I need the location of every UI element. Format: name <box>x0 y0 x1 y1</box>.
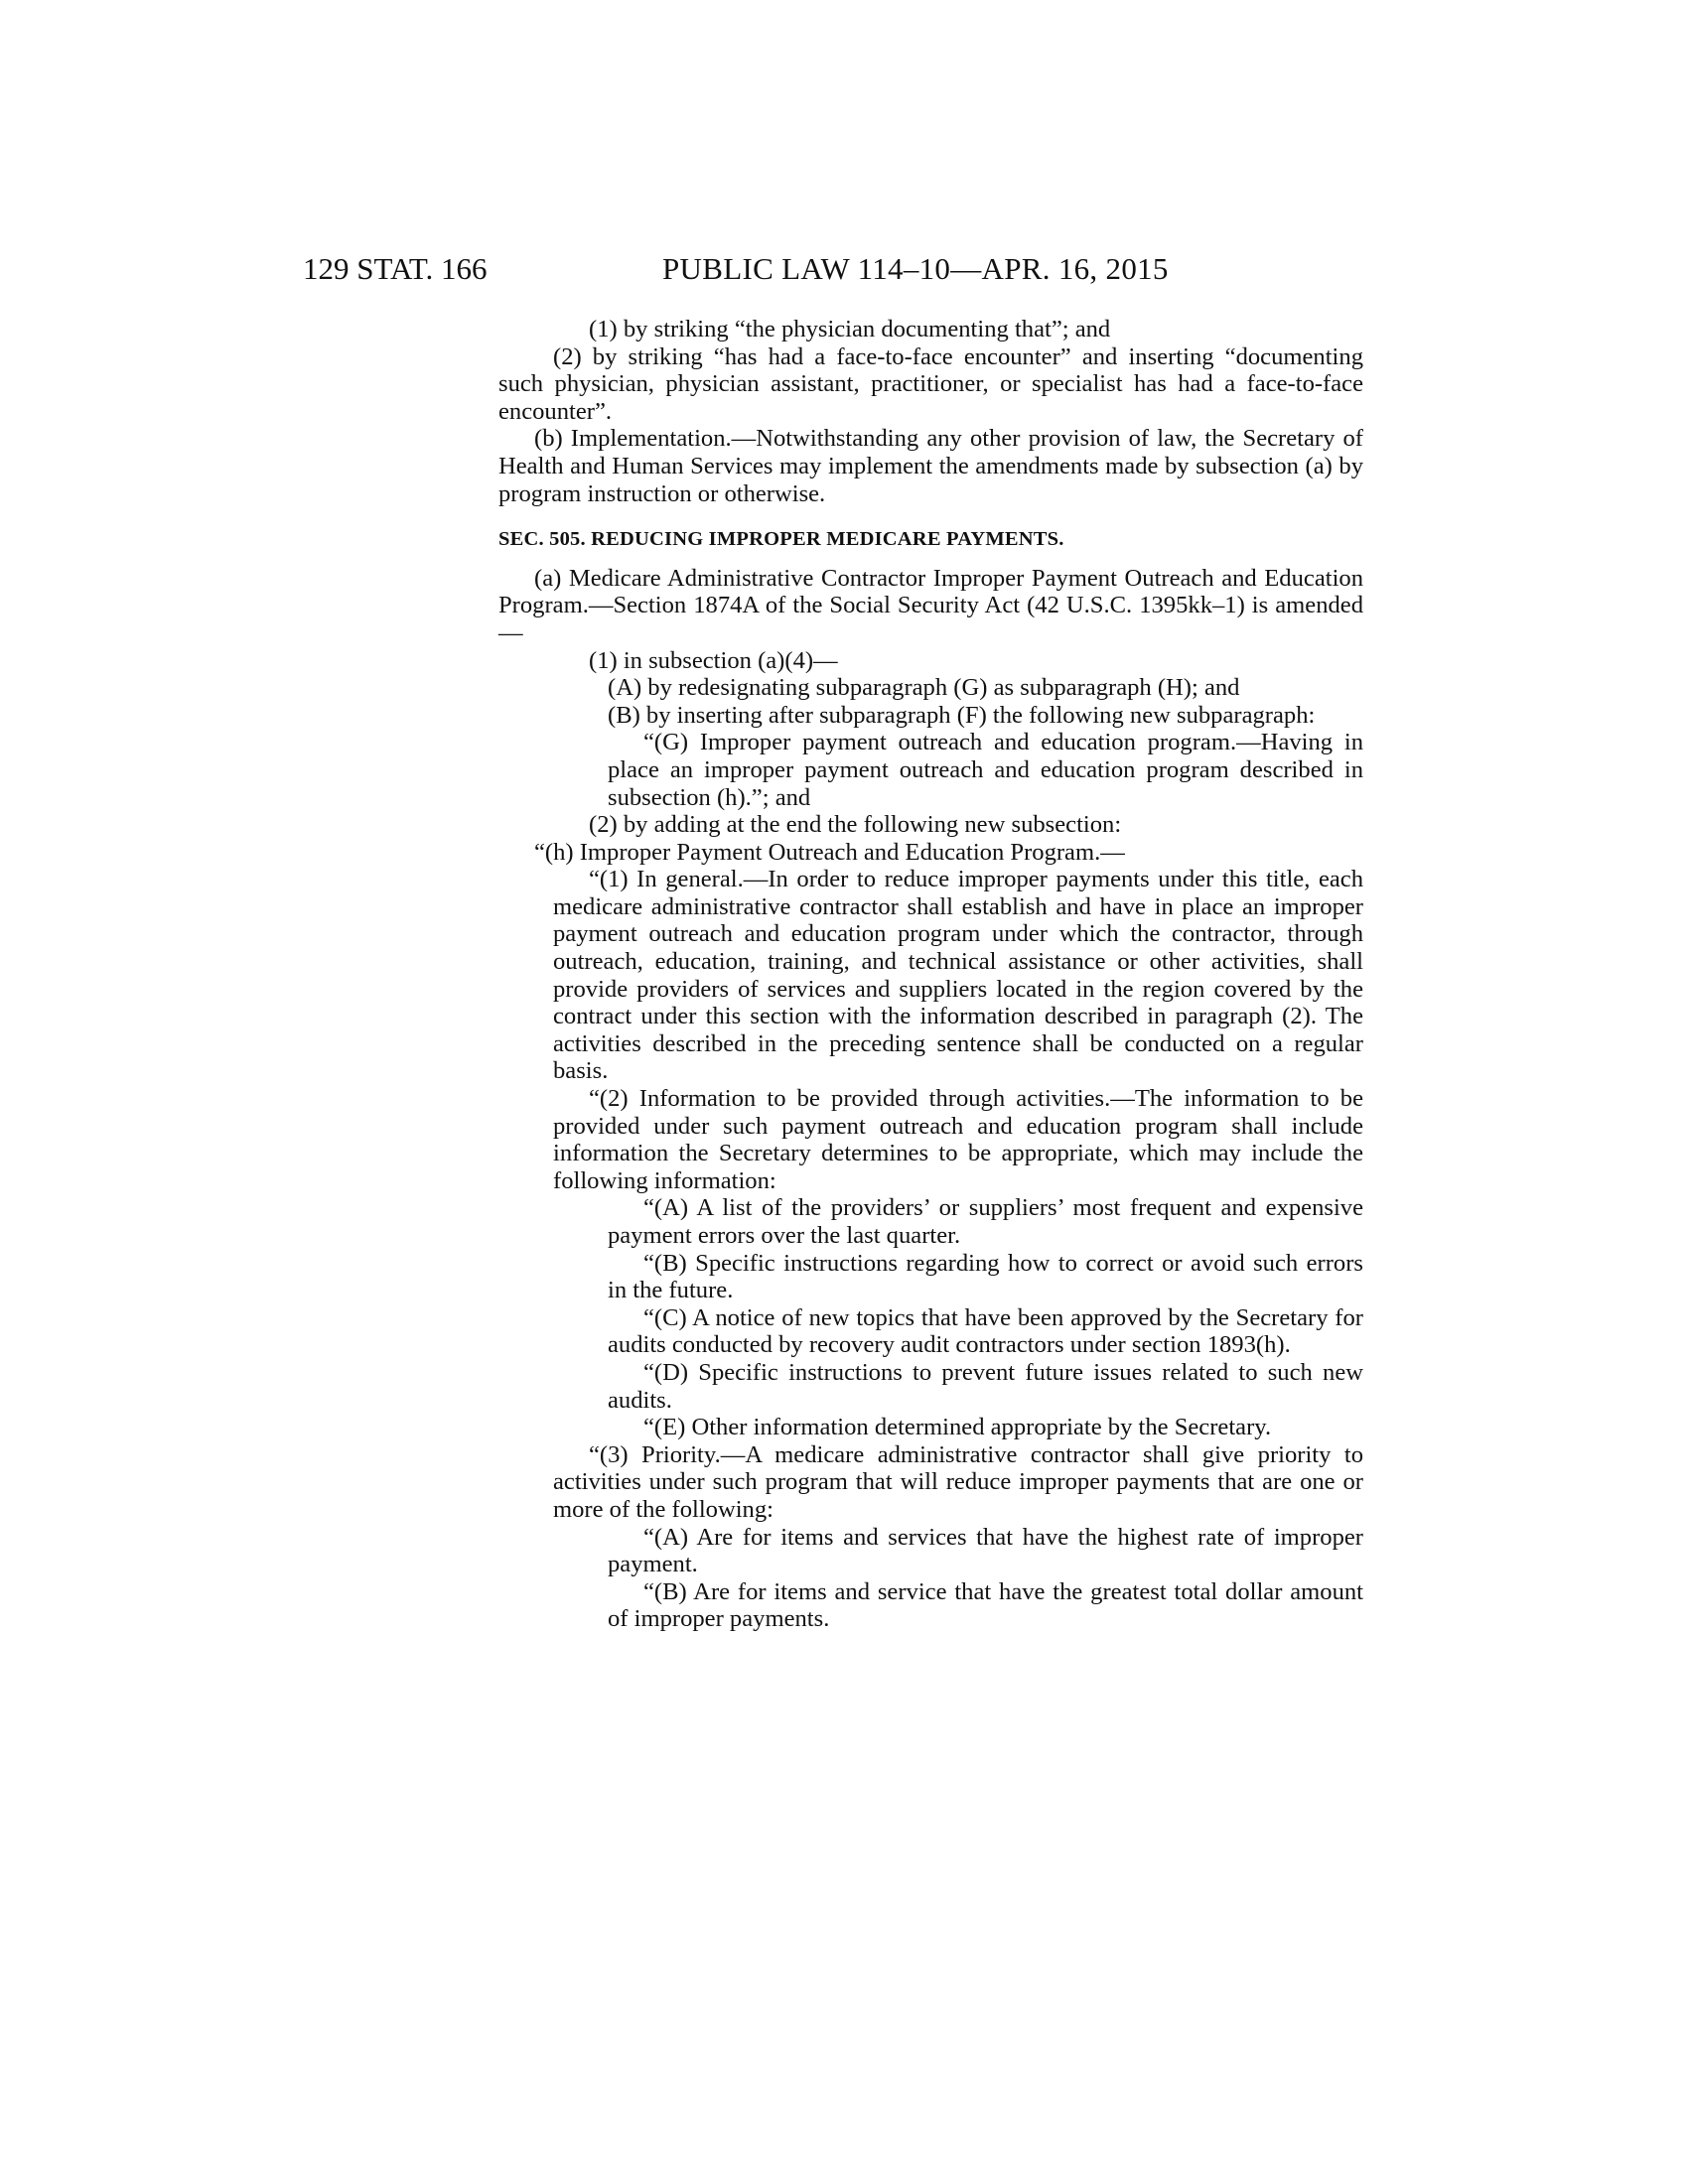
paragraph-subsection-a-1: (1) in subsection (a)(4)— <box>589 646 838 674</box>
paragraph-subsection-a: (a) Medicare Administrative Contractor Improper Payment Outreach and Education Program.—Section 1874A of the Social Security Act (42 U.S.C. 1395kk–1) is amended— <box>498 564 1363 646</box>
section-heading: SEC. 505. REDUCING IMPROPER MEDICARE PAYMENTS. <box>498 528 1064 551</box>
paragraph-h-2-D: “(D) Specific instructions to prevent future issues related to such new audits. <box>608 1358 1363 1414</box>
paragraph-new-subparagraph-G: “(G) Improper payment outreach and education program.—Having in place an improper payment outreach and education program described in subsection (h).”; and <box>608 729 1363 811</box>
paragraph-subparagraph-B: (B) by inserting after subparagraph (F) the following new subparagraph: <box>608 701 1316 729</box>
paragraph-subsection-h-heading: “(h) Improper Payment Outreach and Education Program.— <box>534 838 1125 866</box>
paragraph-implementation: (b) Implementation.—Notwithstanding any other provision of law, the Secretary of Health and Human Services may implement the amendments made by subsection (a) by program instruction or otherwise. <box>498 425 1363 507</box>
paragraph-adding-subsection: (2) by adding at the end the following new subsection: <box>589 811 1122 839</box>
document-body <box>498 316 1363 1633</box>
paragraph-h-2-C: “(C) A notice of new topics that have been approved by the Secretary for audits conducted by recovery audit contractors under section 1893(h). <box>608 1303 1363 1359</box>
paragraph-h-2-A: “(A) A list of the providers’ or suppliers’ most frequent and expensive payment errors over the last quarter. <box>608 1194 1363 1249</box>
paragraph-h-2-B: “(B) Specific instructions regarding how to correct or avoid such errors in the future. <box>608 1249 1363 1304</box>
paragraph-h-2-information: “(2) Information to be provided through activities.—The information to be provided under such payment outreach and education program shall include information the Secretary determines to be appropriate, which may include the following information: <box>553 1085 1363 1194</box>
paragraph-h-3-A: “(A) Are for items and services that have the highest rate of improper payment. <box>608 1523 1363 1578</box>
page-header-law-title: PUBLIC LAW 114–10—APR. 16, 2015 <box>662 251 1169 286</box>
paragraph-h-1-in-general: “(1) In general.—In order to reduce improper payments under this title, each medicare administrative contractor shall establish and have in place an improper payment outreach and education program under which the contractor, through outreach, education, training, and technical assistance or other activities, shall provide providers of services and suppliers located in the region covered by the contract under this section with the information described in paragraph (2). The activities described in the preceding sentence shall be conducted on a regular basis. <box>553 866 1363 1085</box>
page-header-stat-reference: 129 STAT. 166 <box>303 251 488 286</box>
paragraph-h-3-B: “(B) Are for items and service that have the greatest total dollar amount of improper payments. <box>608 1577 1363 1633</box>
paragraph-subparagraph-A: (A) by redesignating subparagraph (G) as subparagraph (H); and <box>608 674 1240 702</box>
paragraph-h-3-priority: “(3) Priority.—A medicare administrative contractor shall give priority to activities under such program that will reduce improper payments that are one or more of the following: <box>553 1440 1363 1523</box>
paragraph-h-2-E: “(E) Other information determined appropriate by the Secretary. <box>643 1414 1272 1441</box>
paragraph-strike-2: (2) by striking “has had a face-to-face encounter” and inserting “documenting such physician, physician assistant, practitioner, or specialist has had a face-to-face encounter”. <box>498 342 1363 425</box>
paragraph-strike-1: (1) by striking “the physician documenting that”; and <box>589 316 1111 342</box>
